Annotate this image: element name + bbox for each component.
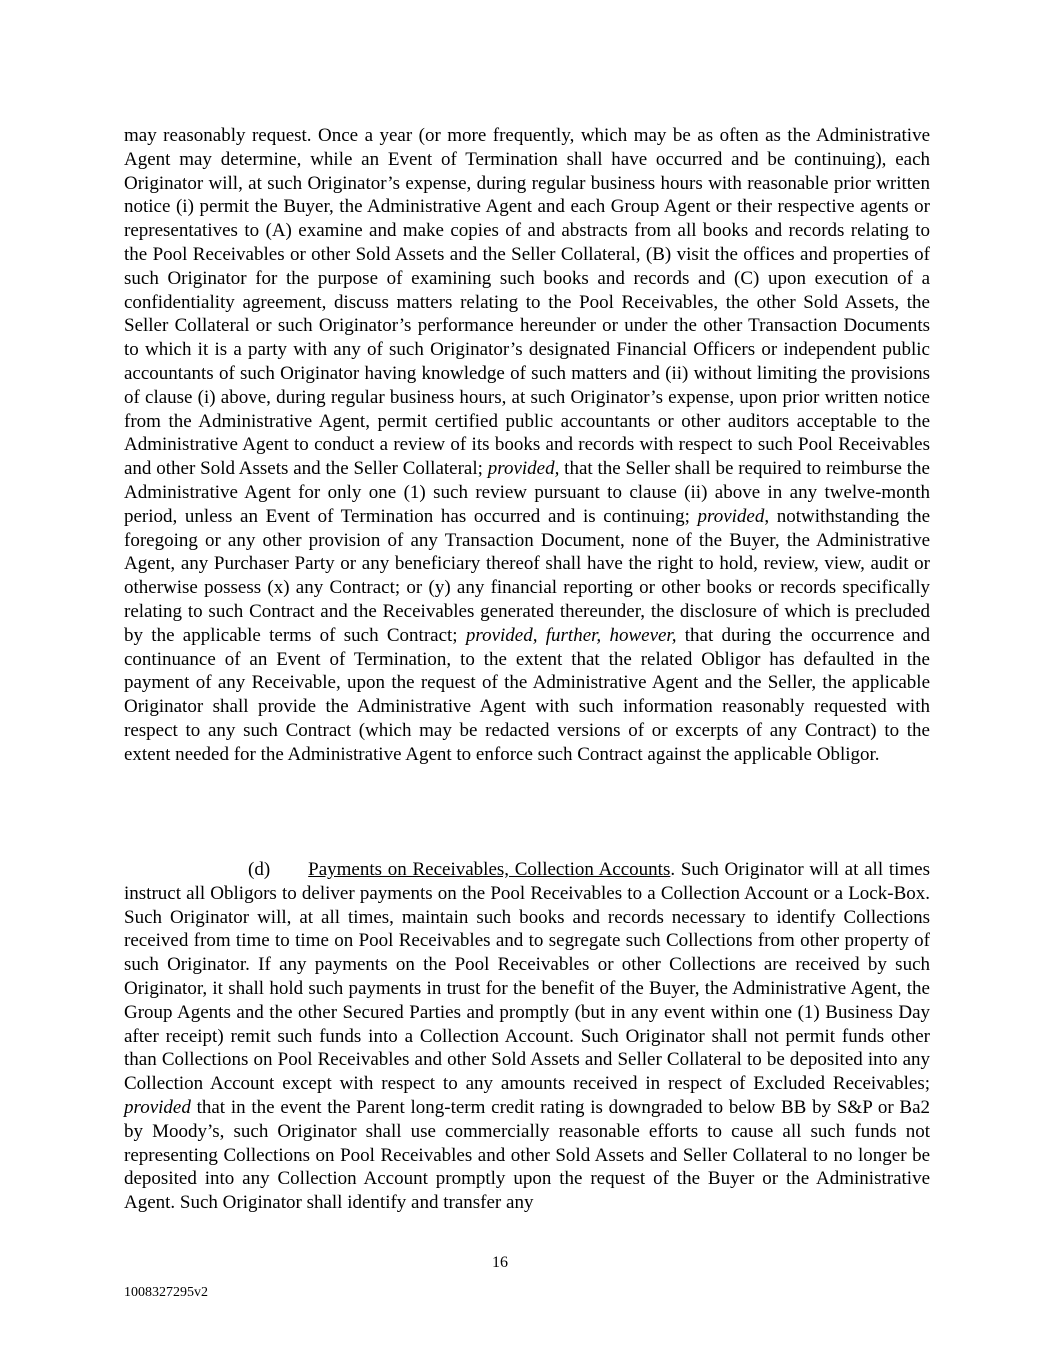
paragraph-text: may reasonably request. Once a year (or more frequently, which may be as often as the Administrative Agent may determine, while an Event of Termination shall have occurred and be continuing), each Originator will, at such Originator’s expense, during regular business hours with reasonable prior written notice (i) permit the Buyer, the Administrative Agent and each Group Agent or their respective agents or representatives to (A) examine and make copies of and abstracts from all books and records relating to the Pool Receivables or other Sold Assets and the Seller Collateral, (B) visit the offices and properties of such Originator for the purpose of examining such books and records and (C) upon execution of a confidentiality agreement, discuss matters relating to the Pool Receivables, the other Sold Assets, the Seller Collateral or such Originator’s performance hereunder or under the other Transaction Documents to which it is a party with any of such Originator’s designated Financial Officers or independent public accountants of such Originator having knowledge of such matters and (ii) without limiting the provisions of clause (i) above, during regular business hours, at such Originator’s expense, upon prior written notice from the Administrative Agent, permit certified public accountants or other auditors acceptable to the Administrative Agent to conduct a review of its books and records with respect to such Pool Receivables and other Sold Assets and the Seller Collateral; [124, 125, 930, 480]
section-label: (d) [248, 859, 271, 880]
paragraph-inspection-rights [124, 124, 930, 767]
document-id: 1008327295v2 [124, 1285, 208, 1300]
section-heading: Payments on Receivables, Collection Accounts [308, 859, 671, 880]
paragraph-text: that the Seller shall be required to reimburse the Administrative Agent for only one (1) such review pursuant to clause (ii) above in any twelve-month period, unless an Event of Termination has occurred and is continuing; [124, 458, 930, 527]
paragraph-text: that in the event the Parent long-term credit rating is downgraded to below BB by S&P or Ba2 by Moody’s, such Originator shall use commercially reasonable efforts to cause all such funds not representing Collections on Pool Receivables and other Sold Assets and Seller Collateral to no longer be deposited into any Collection Account promptly upon the request of the Buyer or the Administrative Agent. Such Originator shall identify and transfer any [124, 1096, 930, 1214]
italic-provided: provided, [487, 458, 560, 480]
paragraph-text: . Such Originator will at all times instruct all Obligors to deliver payments on the Pool Receivables to a Collection Account or a Lock-Box. Such Originator will, at all times, maintain such books and records necessary to identify Collections received from time to time on Pool Receivables and to segregate such Collections from other property of such Originator. If any payments on the Pool Receivables or other Collections are received by such Originator, it shall hold such payments in trust for the benefit of the Buyer, the Administrative Agent, the Group Agents and the other Secured Parties and promptly (but in any event within one (1) Business Day after receipt) remit such funds into a Collection Account. Such Originator shall not permit funds other than Collections on Pool Receivables and other Sold Assets and Seller Collateral to be deposited into any Collection Account except with respect to any amounts received in respect of Excluded Receivables; [124, 859, 930, 1095]
italic-provided: provided [124, 1096, 191, 1118]
italic-provided: provided [697, 505, 765, 527]
paragraph-text: that during the occurrence and continuance of an Event of Termination, to the extent that the related Obligor has defaulted in the payment of any Receivable, upon the request of the Administrative Agent and the Seller, the applicable Originator shall provide the Administrative Agent with such information reasonably requested with respect to any such Contract (which may be redacted versions of or excerpts of any Contract) to the extent needed for the Administrative Agent to enforce such Contract against the applicable Obligor. [124, 624, 930, 765]
paragraph-payments-on-receivables [124, 858, 930, 1215]
page-number: 16 [492, 1254, 508, 1271]
italic-provided-further-however: provided, further, however, [465, 624, 677, 646]
paragraph-text: , notwithstanding the foregoing or any other provision of any Transaction Document, none of the Buyer, the Administrative Agent, any Purchaser Party or any beneficiary thereof shall have the right to hold, review, view, audit or otherwise possess (x) any Contract; or (y) any financial reporting or other books or records specifically relating to such Contract and the Receivables generated thereunder, the disclosure of which is precluded by the applicable terms of such Contract; [124, 505, 931, 646]
